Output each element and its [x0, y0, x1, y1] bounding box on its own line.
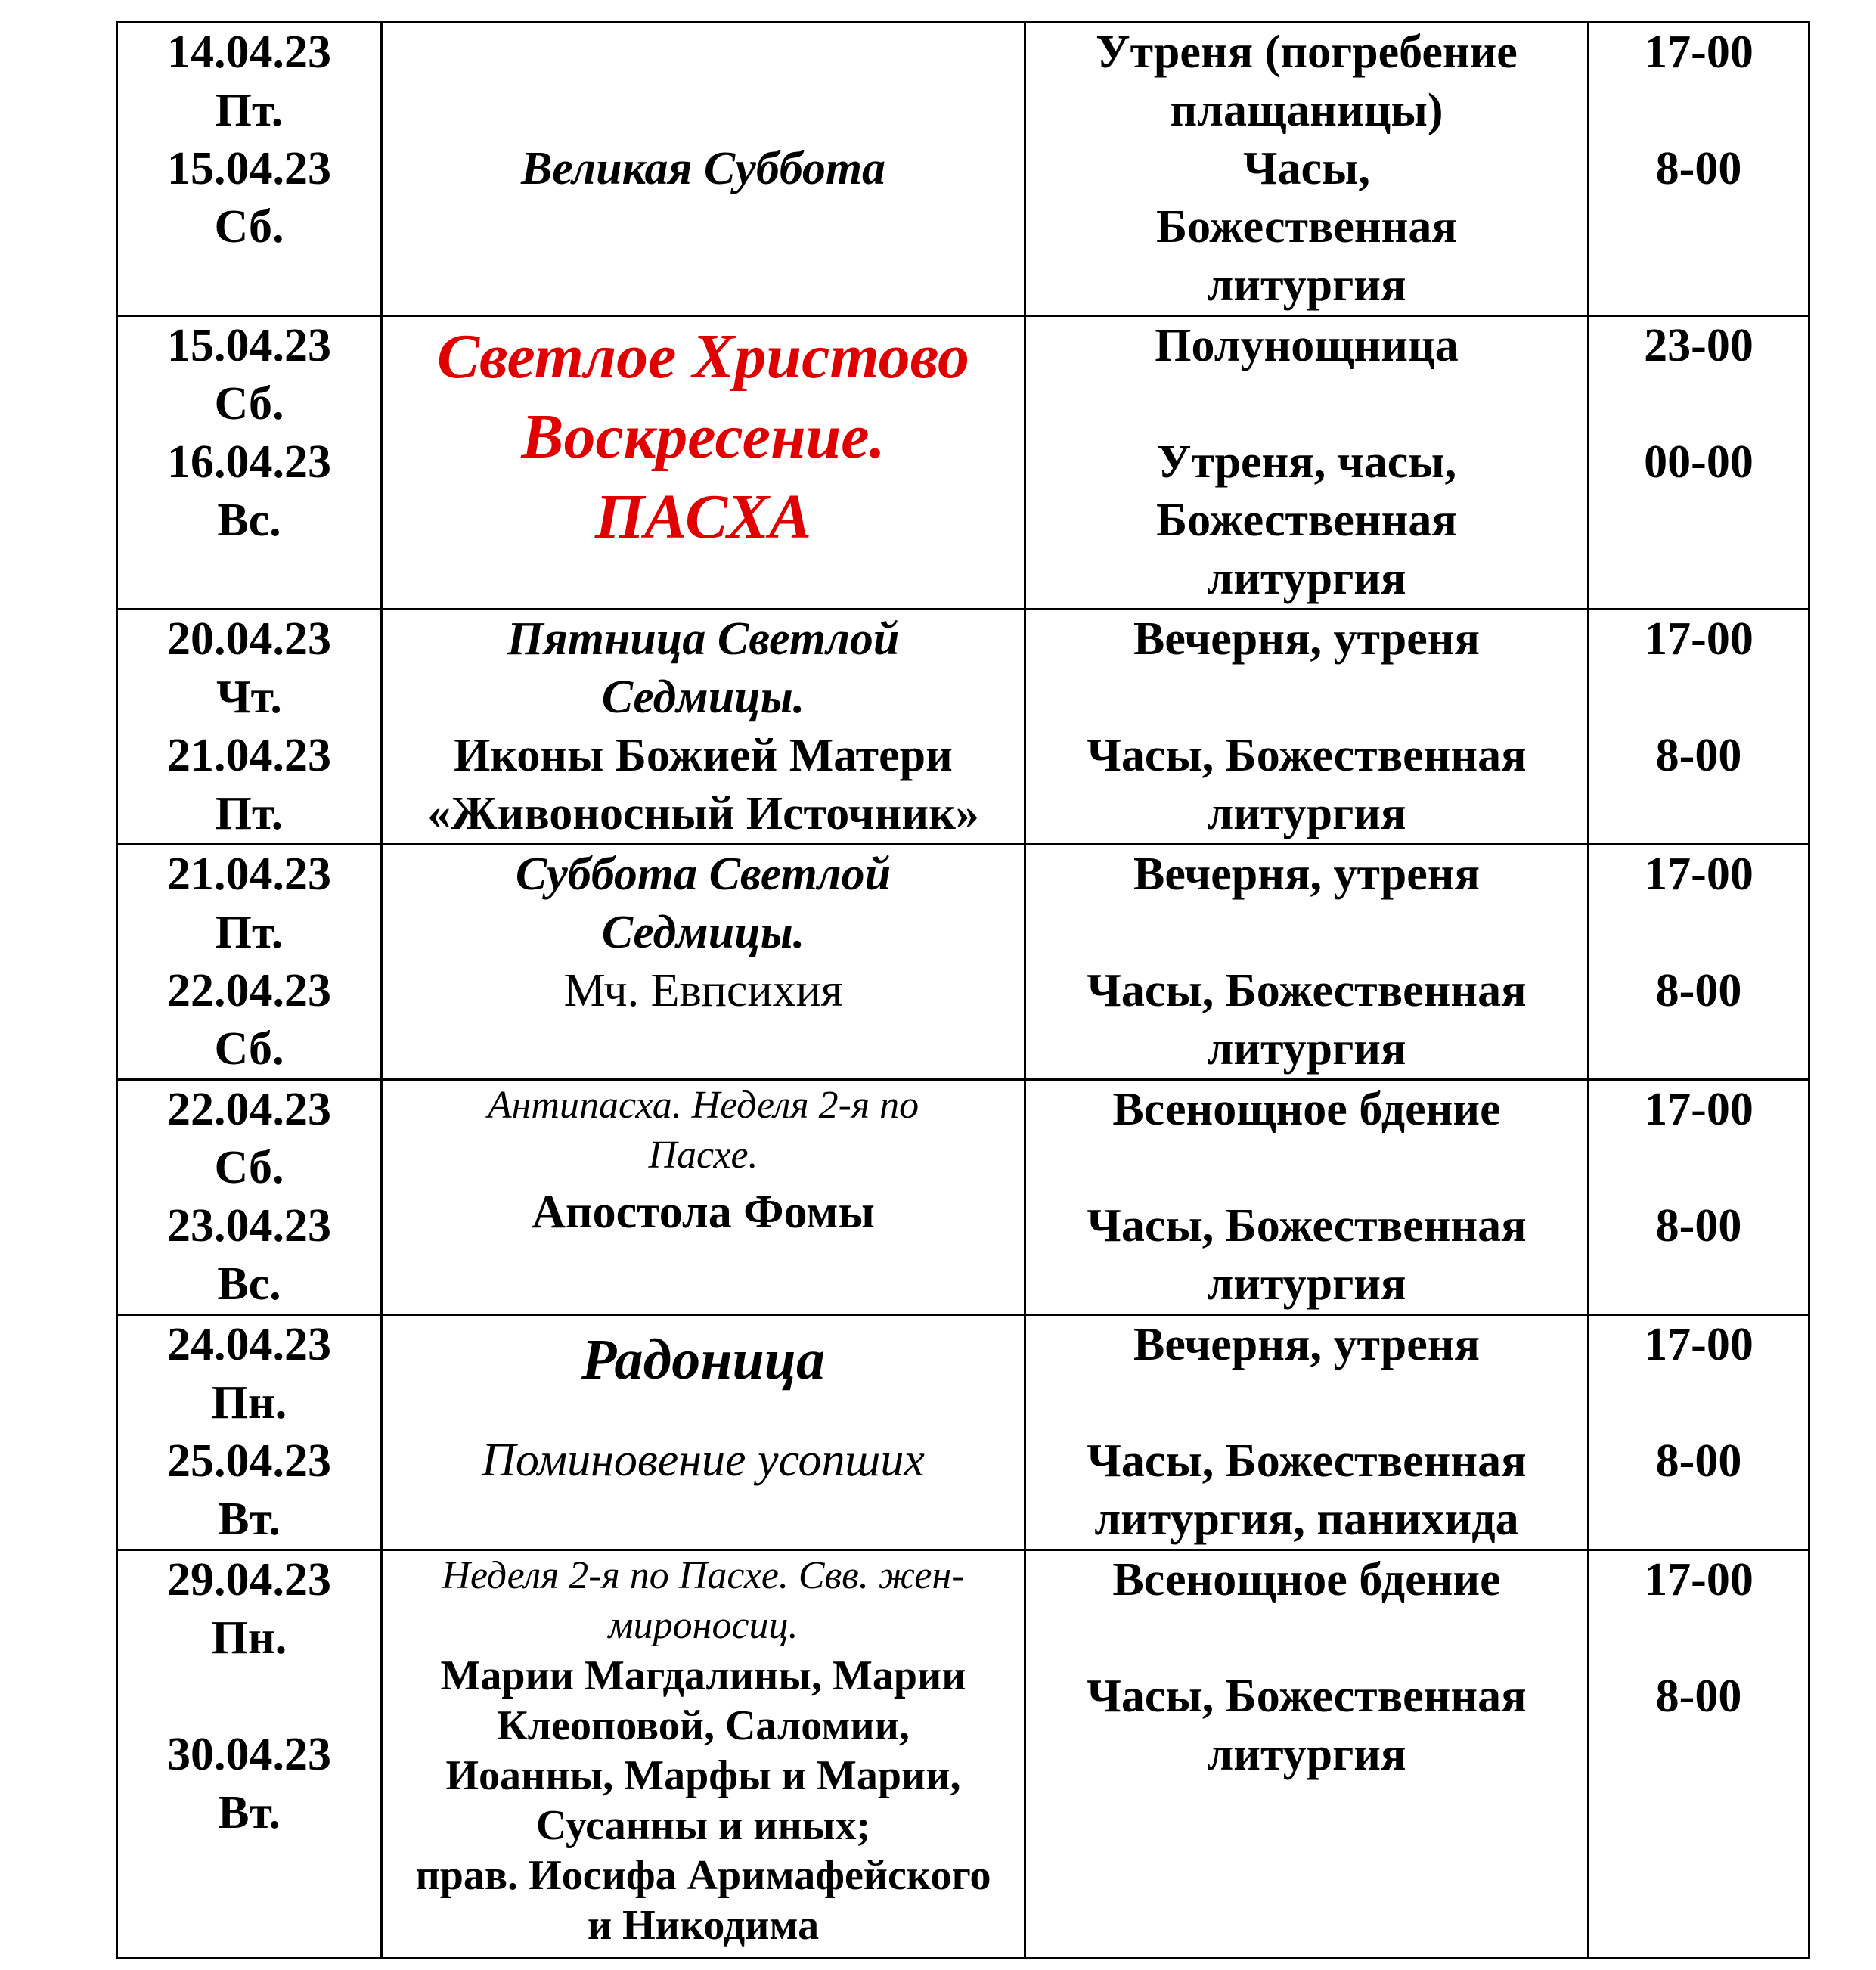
date-text: 22.04.23	[167, 1084, 331, 1135]
feast-title: Радоница	[581, 1328, 825, 1391]
time-cell	[1589, 23, 1809, 316]
service-text: Часы, Божественная	[1087, 1435, 1527, 1487]
date-text: 14.04.23	[167, 26, 331, 78]
feast-text: Апостола Фомы	[532, 1187, 875, 1238]
time-cell	[1589, 1080, 1809, 1315]
service-text: Часы, Божественная	[1087, 730, 1527, 781]
feast-text: Иоанны, Марфы и Марии,	[445, 1752, 961, 1799]
service-cell	[1025, 1550, 1589, 1959]
feast-cell	[382, 1315, 1025, 1550]
weekday-text: Сб.	[214, 1023, 284, 1075]
weekday-text: Вт.	[218, 1494, 281, 1545]
weekday-text: Вт.	[218, 1787, 281, 1838]
feast-title: Великая Суббота	[520, 143, 886, 194]
table-row	[117, 1080, 1809, 1315]
service-cell	[1025, 23, 1589, 316]
date-text: 20.04.23	[167, 613, 331, 665]
date-cell	[117, 1315, 382, 1550]
weekday-text: Вс.	[217, 495, 281, 546]
feast-text: Сусанны и иных;	[535, 1802, 871, 1849]
service-text: литургия	[1207, 1729, 1406, 1780]
date-text: 30.04.23	[167, 1729, 331, 1780]
weekday-text: Сб.	[214, 378, 284, 430]
service-text: литургия	[1207, 788, 1406, 839]
feast-cell	[382, 23, 1025, 316]
time-text: 17-00	[1644, 1084, 1754, 1135]
feast-title: Пятница Светлой	[507, 613, 900, 665]
feast-title: Седмицы.	[601, 907, 805, 958]
feast-cell	[382, 1550, 1025, 1959]
weekday-text: Сб.	[214, 201, 284, 253]
table-row	[117, 1315, 1809, 1550]
date-text: 22.04.23	[167, 965, 331, 1016]
feast-text: прав. Иосифа Аримафейского	[415, 1852, 991, 1899]
time-text: 8-00	[1655, 143, 1742, 194]
service-text: Часы, Божественная	[1087, 965, 1527, 1016]
table-row	[117, 610, 1809, 845]
service-text: Утреня (погребение	[1096, 26, 1518, 78]
service-text: Часы, Божественная	[1087, 1671, 1527, 1722]
feast-title: Суббота Светлой	[515, 848, 891, 900]
feast-text: Клеоповой, Саломии,	[497, 1702, 910, 1749]
service-text: литургия	[1207, 1023, 1406, 1075]
date-cell	[117, 1080, 382, 1315]
service-text: Вечерня, утреня	[1133, 848, 1481, 900]
service-text: Вечерня, утреня	[1133, 613, 1481, 665]
table-row	[117, 316, 1809, 610]
time-text: 00-00	[1644, 436, 1754, 488]
weekday-text: Сб.	[214, 1142, 284, 1193]
service-text: литургия	[1207, 259, 1406, 311]
weekday-text: Пт.	[215, 788, 284, 839]
feast-subtitle: Пасхе.	[648, 1134, 758, 1177]
feast-cell	[382, 1080, 1025, 1315]
weekday-text: Пт.	[215, 907, 284, 958]
time-text: 8-00	[1655, 1435, 1742, 1487]
service-cell	[1025, 845, 1589, 1080]
service-text: Божественная	[1156, 201, 1457, 253]
date-text: 16.04.23	[167, 436, 331, 488]
date-text: 24.04.23	[167, 1319, 331, 1370]
time-text: 8-00	[1655, 1671, 1742, 1722]
date-cell	[117, 845, 382, 1080]
pascha-title: Светлое Христово	[436, 321, 970, 392]
weekday-text: Вс.	[217, 1258, 281, 1310]
date-cell	[117, 23, 382, 316]
service-text: Вечерня, утреня	[1133, 1319, 1481, 1370]
service-text: Часы, Божественная	[1087, 1200, 1527, 1252]
service-text: Всенощное бдение	[1112, 1084, 1501, 1135]
feast-subtitle: мироносиц.	[608, 1604, 798, 1647]
weekday-text: Чт.	[216, 672, 282, 723]
date-text: 25.04.23	[167, 1435, 331, 1487]
pascha-title: ПАСХА	[594, 482, 812, 552]
time-cell	[1589, 1550, 1809, 1959]
time-cell	[1589, 845, 1809, 1080]
feast-title: Седмицы.	[601, 672, 805, 723]
date-text: 15.04.23	[167, 320, 331, 371]
feast-cell	[382, 610, 1025, 845]
service-text: Утреня, часы,	[1156, 436, 1457, 488]
date-text: 15.04.23	[167, 143, 331, 194]
service-cell	[1025, 1315, 1589, 1550]
date-text: 21.04.23	[167, 730, 331, 781]
time-text: 8-00	[1655, 1200, 1742, 1252]
table-row	[117, 1550, 1809, 1959]
service-text: Всенощное бдение	[1112, 1554, 1501, 1605]
time-text: 17-00	[1644, 26, 1754, 78]
time-text: 17-00	[1644, 1319, 1754, 1370]
time-text: 17-00	[1644, 613, 1754, 665]
service-text: Божественная	[1156, 495, 1457, 546]
service-text: Полунощница	[1155, 320, 1459, 371]
table-row	[117, 23, 1809, 316]
time-cell	[1589, 316, 1809, 610]
feast-text: Мч. Евпсихия	[563, 965, 843, 1016]
service-cell	[1025, 610, 1589, 845]
time-text: 17-00	[1644, 848, 1754, 900]
date-cell	[117, 1550, 382, 1959]
date-text: 29.04.23	[167, 1554, 331, 1605]
weekday-text: Пт.	[215, 85, 284, 136]
feast-cell	[382, 845, 1025, 1080]
pascha-title: Воскресение.	[521, 402, 885, 472]
weekday-text: Пн.	[211, 1612, 287, 1664]
service-text: Часы,	[1243, 143, 1370, 194]
date-text: 21.04.23	[167, 848, 331, 900]
time-text: 23-00	[1644, 320, 1754, 371]
date-cell	[117, 316, 382, 610]
feast-subtitle: Поминовение усопших	[482, 1435, 925, 1486]
service-text: литургия	[1207, 553, 1406, 604]
time-cell	[1589, 1315, 1809, 1550]
feast-text: Иконы Божией Матери	[454, 730, 953, 781]
time-text: 17-00	[1644, 1554, 1754, 1605]
feast-subtitle: Неделя 2-я по Пасхе. Свв. жен-	[442, 1554, 965, 1597]
weekday-text: Пн.	[211, 1377, 287, 1429]
table-row	[117, 845, 1809, 1080]
service-cell	[1025, 316, 1589, 610]
date-text: 23.04.23	[167, 1200, 331, 1252]
feast-text: Марии Магдалины, Марии	[440, 1652, 966, 1699]
time-text: 8-00	[1655, 730, 1742, 781]
feast-cell	[382, 316, 1025, 610]
date-cell	[117, 610, 382, 845]
feast-text: «Живоносный Источник»	[427, 788, 979, 839]
time-text: 8-00	[1655, 965, 1742, 1016]
service-text: литургия	[1207, 1258, 1406, 1310]
service-cell	[1025, 1080, 1589, 1315]
feast-text: и Никодима	[587, 1902, 820, 1949]
service-text: плащаницы)	[1170, 85, 1443, 136]
feast-subtitle: Антипасха. Неделя 2-я по	[487, 1084, 919, 1127]
time-cell	[1589, 610, 1809, 845]
service-schedule-table	[116, 21, 1810, 1959]
service-text: литургия, панихида	[1094, 1494, 1519, 1545]
